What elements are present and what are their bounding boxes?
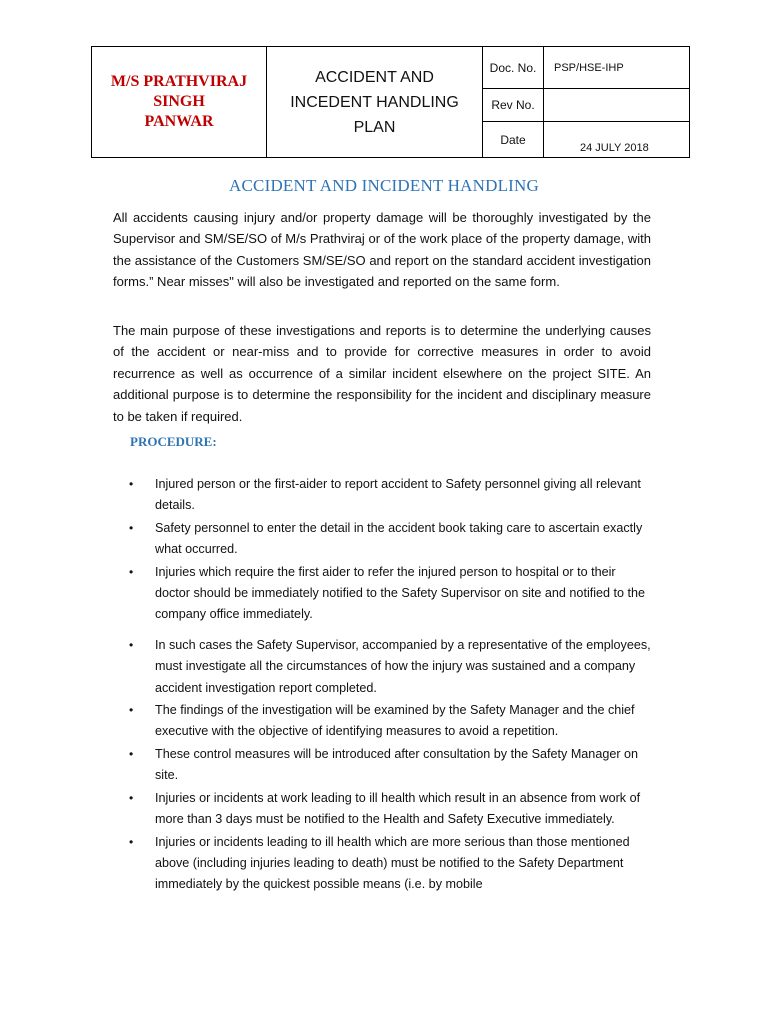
paragraph-2: The main purpose of these investigations and reports is to determine the underlying causes of the accident or near-miss and to provide for corrective measures in order to avoid recurrence as well as occurrence of a similar incident elsewhere on the project SITE. An additional purpose is to determine the responsibility for the incident and disciplinary measure to be taken if required.: [113, 323, 651, 424]
procedure-heading: PROCEDURE:: [130, 434, 217, 449]
list-item-text: The findings of the investigation will be examined by the Safety Manager and the chief executive with the objective of identifying measures to avoid a repetition.: [155, 703, 635, 739]
bullet-icon: •: [129, 834, 134, 849]
bullet-icon: •: [129, 520, 134, 535]
date-label: Date: [483, 122, 544, 158]
list-item: [0, 518, 653, 561]
list-item: [0, 788, 653, 831]
main-heading: ACCIDENT AND INCIDENT HANDLING: [229, 176, 539, 195]
rev-no-label: Rev No.: [483, 89, 544, 122]
bullet-icon: •: [129, 703, 134, 718]
list-item-text: Injured person or the first-aider to report accident to Safety personnel giving all relevant details.: [155, 477, 641, 513]
company-name-line3: PANWAR: [144, 113, 214, 130]
list-item-text: Injuries or incidents at work leading to ill health which result in an absence from work of more than 3 days must be notified to the Health and Safety Executive immediately.: [155, 790, 641, 827]
list-item: [0, 744, 653, 787]
rev-no-value: [544, 89, 690, 122]
list-item-text: Safety personnel to enter the detail in the accident book taking care to ascertain exactly what occurred.: [155, 520, 643, 557]
procedure-list: [0, 474, 768, 897]
list-item: [0, 474, 653, 517]
list-item-text: Injuries which require the first aider to refer the injured person to hospital or to their doctor should be immediately notified to the Safety Supervisor on site and notified to the company office immediately.: [155, 564, 646, 622]
bullet-icon: •: [129, 746, 134, 761]
list-item: [0, 562, 653, 626]
bullet-icon: •: [129, 637, 134, 652]
company-name-line2: SINGH: [153, 93, 205, 110]
bullet-icon: •: [129, 790, 134, 805]
list-item-text: Injuries or incidents leading to ill health which are more serious than those mentioned above (including injuries leading to death) must be notified to the Safety Department immediately by the quickest possible means (i.e. by mobile: [155, 834, 630, 892]
company-name: [92, 47, 267, 158]
list-item: [0, 635, 653, 699]
date-value: 24 JULY 2018: [544, 122, 690, 158]
doc-no-value: PSP/HSE-IHP: [544, 47, 690, 89]
document-title-line3: PLAN: [353, 118, 396, 136]
paragraph-1: All accidents causing injury and/or property damage will be thoroughly investigated by the Supervisor and SM/SE/SO of M/s Prathviraj or of the work place of the property damage, with the assistance of the Customers SM/SE/SO and report on the standard accident investigation forms.” Near misses" will also be investigated and reported on the same form.: [113, 210, 651, 290]
company-name-line1: M/S PRATHVIRAJ: [110, 73, 248, 90]
bullet-icon: •: [129, 564, 134, 579]
document-title: [267, 47, 483, 158]
document-title-line1: ACCIDENT AND: [315, 68, 434, 86]
list-item: [0, 832, 653, 896]
list-item-text: In such cases the Safety Supervisor, accompanied by a representative of the employees, must investigate all the circumstances of how the injury was sustained and a company accident investigation report completed.: [155, 637, 651, 695]
list-item-text: These control measures will be introduced after consultation by the Safety Manager on site.: [155, 746, 639, 783]
list-item: [0, 700, 653, 743]
doc-no-label: Doc. No.: [483, 47, 544, 89]
document-title-line2: INCEDENT HANDLING: [290, 93, 459, 111]
document-header-table: [91, 46, 690, 158]
bullet-icon: •: [129, 477, 134, 491]
